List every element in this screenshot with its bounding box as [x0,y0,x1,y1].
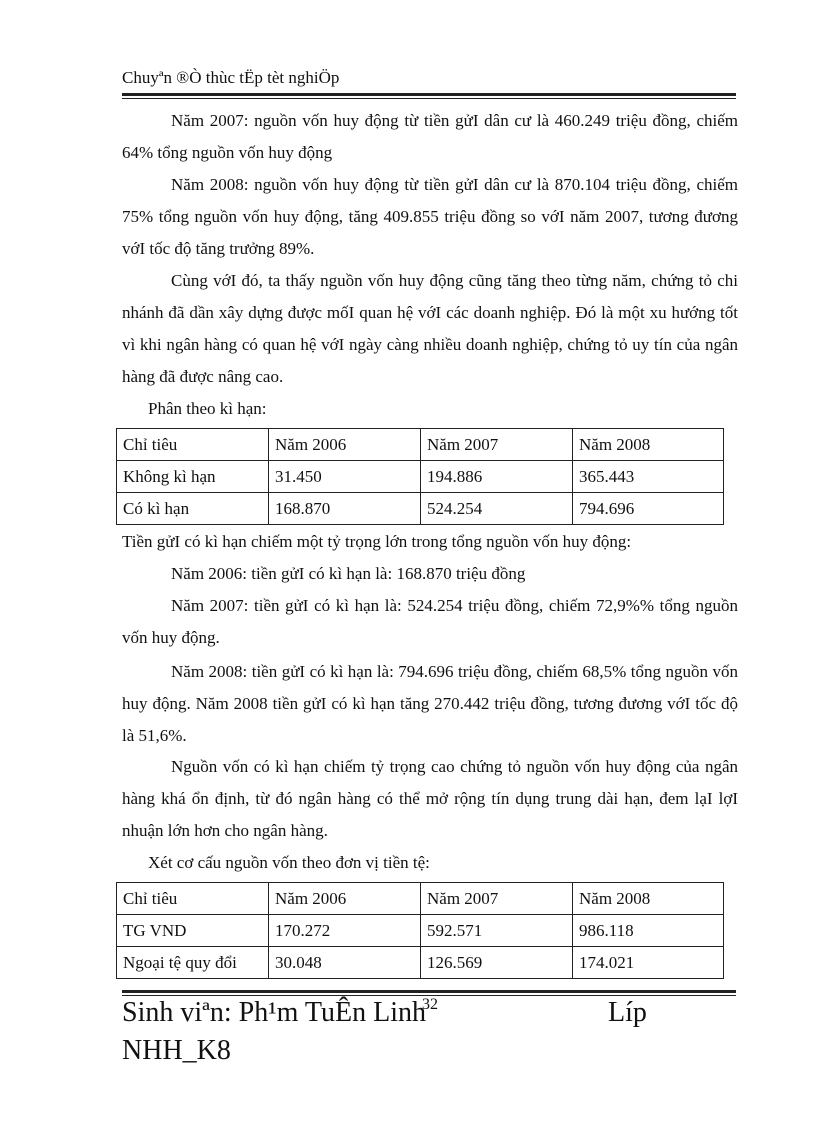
table-row [117,461,724,493]
table-cell: 31.450 [269,461,421,493]
table-header-cell: Năm 2006 [269,429,421,461]
paragraph-2008-term [122,656,738,752]
table-cell: 126.569 [421,947,573,979]
footer-rule-thick [122,990,736,993]
paragraph-term-heading: Phân theo kì hạn: [148,399,267,418]
table-cell: Ngoại tệ quy đổi [117,947,269,979]
table-row [117,915,724,947]
table-cell: Có kì hạn [117,493,269,525]
paragraph-2007-term [122,590,738,654]
table-cell: 986.118 [573,915,724,947]
table-header-cell: Năm 2007 [421,429,573,461]
paragraph-text: Năm 2007: tiền gửI có kì hạn là: 524.254 triệu đồng, chiếm 72,9%% tổng nguồn vốn huy động. [122,596,738,647]
term-deposit-table [116,428,724,525]
header-rule-thick [122,93,736,96]
table-header-row [117,429,724,461]
paragraph-2006-term: Năm 2006: tiền gửI có kì hạn là: 168.870 triệu đồng [171,564,526,583]
paragraph-term-share: Tiền gửI có kì hạn chiếm một tỷ trọng lớn trong tổng nguồn vốn huy động: [122,532,632,551]
paragraph-2007-residential-deposits [122,105,738,169]
table-header-cell: Năm 2006 [269,883,421,915]
table-row [117,947,724,979]
footer-class-label: Líp [608,997,647,1028]
table-header-cell: Năm 2008 [573,429,724,461]
paragraph-currency-heading: Xét cơ cấu nguồn vốn theo đơn vị tiền tệ: [148,853,430,872]
header-title: Chuyªn ®Ò thùc tËp tèt nghiÖp [122,68,340,87]
paragraph-text: Nguồn vốn có kì hạn chiếm tỷ trọng cao chứng tỏ nguồn vốn huy động của ngân hàng khá ổn định, từ đó ngân hàng có thể mở rộng tín dụng trung dài hạn, đem lạI lợI nhuận lớn hơn cho ngân hàng. [122,757,738,840]
table-cell: 168.870 [269,493,421,525]
table-cell: 524.254 [421,493,573,525]
table-cell: 194.886 [421,461,573,493]
table-cell: 170.272 [269,915,421,947]
paragraph-text: Cùng vớI đó, ta thấy nguồn vốn huy động cũng tăng theo từng năm, chứng tỏ chi nhánh đã dần xây dựng được mốI quan hệ vớI các doanh nghiệp. Đó là một xu hướng tốt vì khi ngân hàng có quan hệ vớI ngày càng nhiều doanh nghiệp, chứng tỏ uy tín của ngân hàng đã được nâng cao. [122,271,738,386]
table-cell: 794.696 [573,493,724,525]
table-header-cell: Năm 2008 [573,883,724,915]
paragraph-text: Năm 2008: nguồn vốn huy động từ tiền gửI dân cư là 870.104 triệu đồng, chiếm 75% tổng nguồn vốn huy động, tăng 409.855 triệu đồng so vớI năm 2007, tương đương vớI tốc độ tăng trưởng 89%. [122,175,738,258]
table-cell: TG VND [117,915,269,947]
footer-class-value: NHH_K8 [122,1035,231,1066]
table-cell: 365.443 [573,461,724,493]
paragraph-growth-comment [122,265,738,393]
currency-structure-table [116,882,724,979]
table-cell: 30.048 [269,947,421,979]
table-header-cell: Chỉ tiêu [117,883,269,915]
header-rule-thin [122,98,736,99]
paragraph-text: Năm 2007: nguồn vốn huy động từ tiền gửI dân cư là 460.249 triệu đồng, chiếm 64% tổng nguồn vốn huy động [122,111,738,162]
table-cell: Không kì hạn [117,461,269,493]
table-header-cell: Chỉ tiêu [117,429,269,461]
table-row [117,493,724,525]
table-header-cell: Năm 2007 [421,883,573,915]
table-cell: 174.021 [573,947,724,979]
paragraph-2008-residential-deposits [122,169,738,265]
paragraph-text: Năm 2008: tiền gửI có kì hạn là: 794.696 triệu đồng, chiếm 68,5% tổng nguồn vốn huy động. Năm 2008 tiền gửI có kì hạn tăng 270.442 triệu đồng, tương đương vớI tốc độ là 51,6%. [122,662,738,745]
paragraph-term-stability [122,751,738,847]
table-header-row [117,883,724,915]
page-number: 32 [422,996,438,1013]
footer-student-name: Sinh viªn: Ph¹m TuÊn Linh [122,997,426,1028]
table-cell: 592.571 [421,915,573,947]
